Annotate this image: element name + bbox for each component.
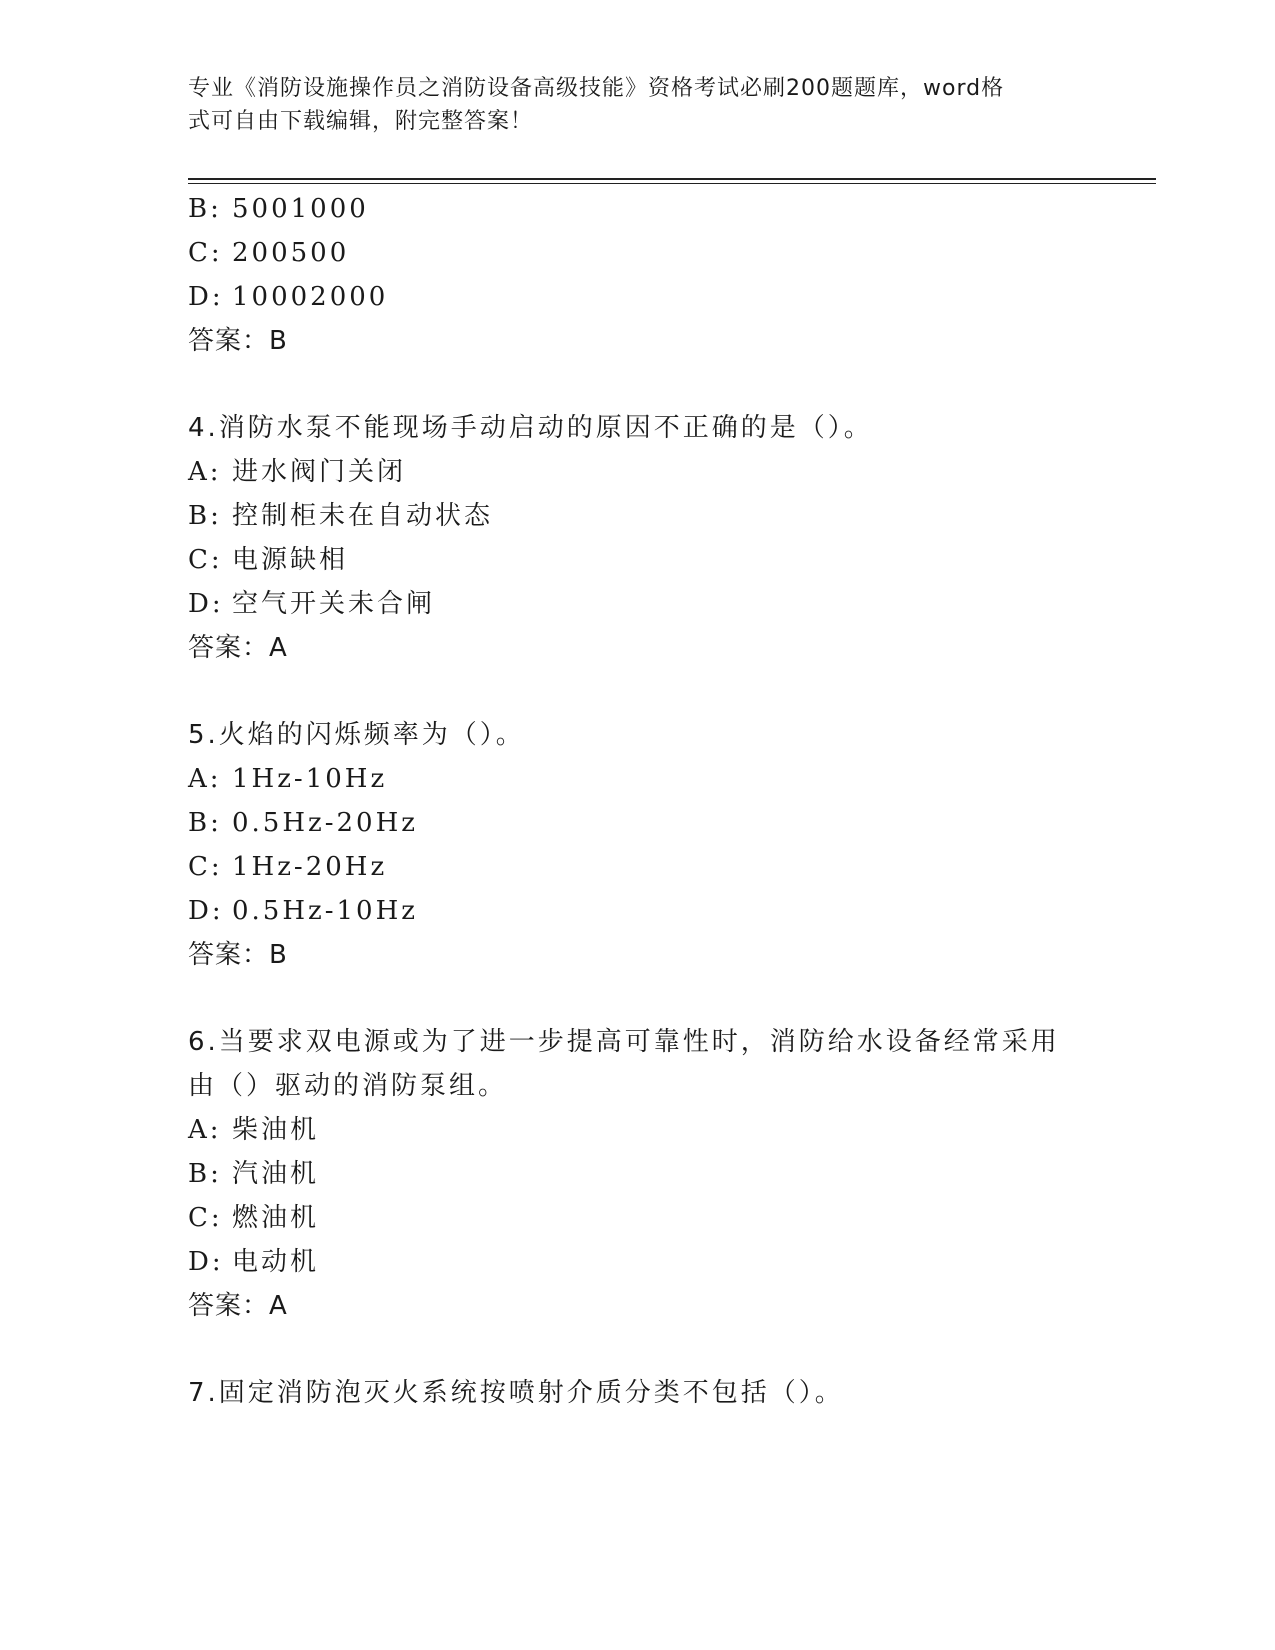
q4-option-b <box>188 499 493 533</box>
option-text: 0.5Hz-20Hz <box>232 808 418 838</box>
option-text: 汽油机 <box>232 1159 320 1189</box>
option-text: 5001000 <box>232 194 369 224</box>
q6-option-a <box>188 1113 319 1147</box>
option-text: 0.5Hz-10Hz <box>232 896 418 926</box>
q4-option-c <box>188 543 348 577</box>
header-line-1: 专业《消防设施操作员之消防设备高级技能》资格考试必刷200题题库，word格 <box>188 76 1005 101</box>
q4-option-a <box>188 455 406 489</box>
option-text: 进水阀门关闭 <box>232 457 407 487</box>
q6-option-d <box>188 1245 319 1279</box>
option-letter: C: <box>188 1203 223 1233</box>
q5-question: 5.火焰的闪烁频率为（）。 <box>188 720 525 750</box>
option-text: 10002000 <box>232 282 389 312</box>
option-letter: D: <box>188 589 224 619</box>
q5-option-d <box>188 894 418 928</box>
option-letter: D: <box>188 896 224 926</box>
q6-option-c <box>188 1201 319 1235</box>
q6-question-line-1: 6.当要求双电源或为了进一步提高可靠性时，消防给水设备经常采用 <box>188 1027 1060 1057</box>
q3-option-d <box>188 280 388 314</box>
q5-option-b <box>188 806 418 840</box>
option-text: 200500 <box>232 238 350 268</box>
option-text: 燃油机 <box>232 1203 320 1233</box>
q3-option-b <box>188 192 369 226</box>
option-text: 1Hz-10Hz <box>232 764 388 794</box>
q4-answer: 答案：A <box>188 633 288 663</box>
option-letter: C: <box>188 238 223 268</box>
option-letter: A: <box>188 457 222 487</box>
option-letter: D: <box>188 1247 224 1277</box>
option-letter: A: <box>188 1115 222 1145</box>
option-text: 1Hz-20Hz <box>232 852 388 882</box>
option-letter: B: <box>188 1159 222 1189</box>
option-letter: B: <box>188 194 222 224</box>
q6-answer: 答案：A <box>188 1291 288 1321</box>
q6-option-b <box>188 1157 319 1191</box>
option-text: 空气开关未合闸 <box>232 589 436 619</box>
option-letter: A: <box>188 764 222 794</box>
option-text: 控制柜未在自动状态 <box>232 501 494 531</box>
q3-answer: 答案：B <box>188 326 288 356</box>
option-letter: C: <box>188 545 223 575</box>
document-header <box>188 72 1068 138</box>
option-text: 柴油机 <box>232 1115 320 1145</box>
option-letter: C: <box>188 852 223 882</box>
option-letter: B: <box>188 808 222 838</box>
option-letter: D: <box>188 282 224 312</box>
option-text: 电动机 <box>232 1247 320 1277</box>
q5-option-c <box>188 850 387 884</box>
option-letter: B: <box>188 501 222 531</box>
header-divider <box>188 178 1156 184</box>
q4-question: 4.消防水泵不能现场手动启动的原因不正确的是（）。 <box>188 413 873 443</box>
q6-question-line-2: 由（）驱动的消防泵组。 <box>188 1071 508 1101</box>
q4-option-d <box>188 587 435 621</box>
header-line-2: 式可自由下载编辑，附完整答案！ <box>188 109 534 134</box>
option-text: 电源缺相 <box>232 545 349 575</box>
q5-option-a <box>188 762 387 796</box>
q5-answer: 答案：B <box>188 940 288 970</box>
q3-option-c <box>188 236 349 270</box>
q7-question: 7.固定消防泡灭火系统按喷射介质分类不包括（）。 <box>188 1378 844 1408</box>
